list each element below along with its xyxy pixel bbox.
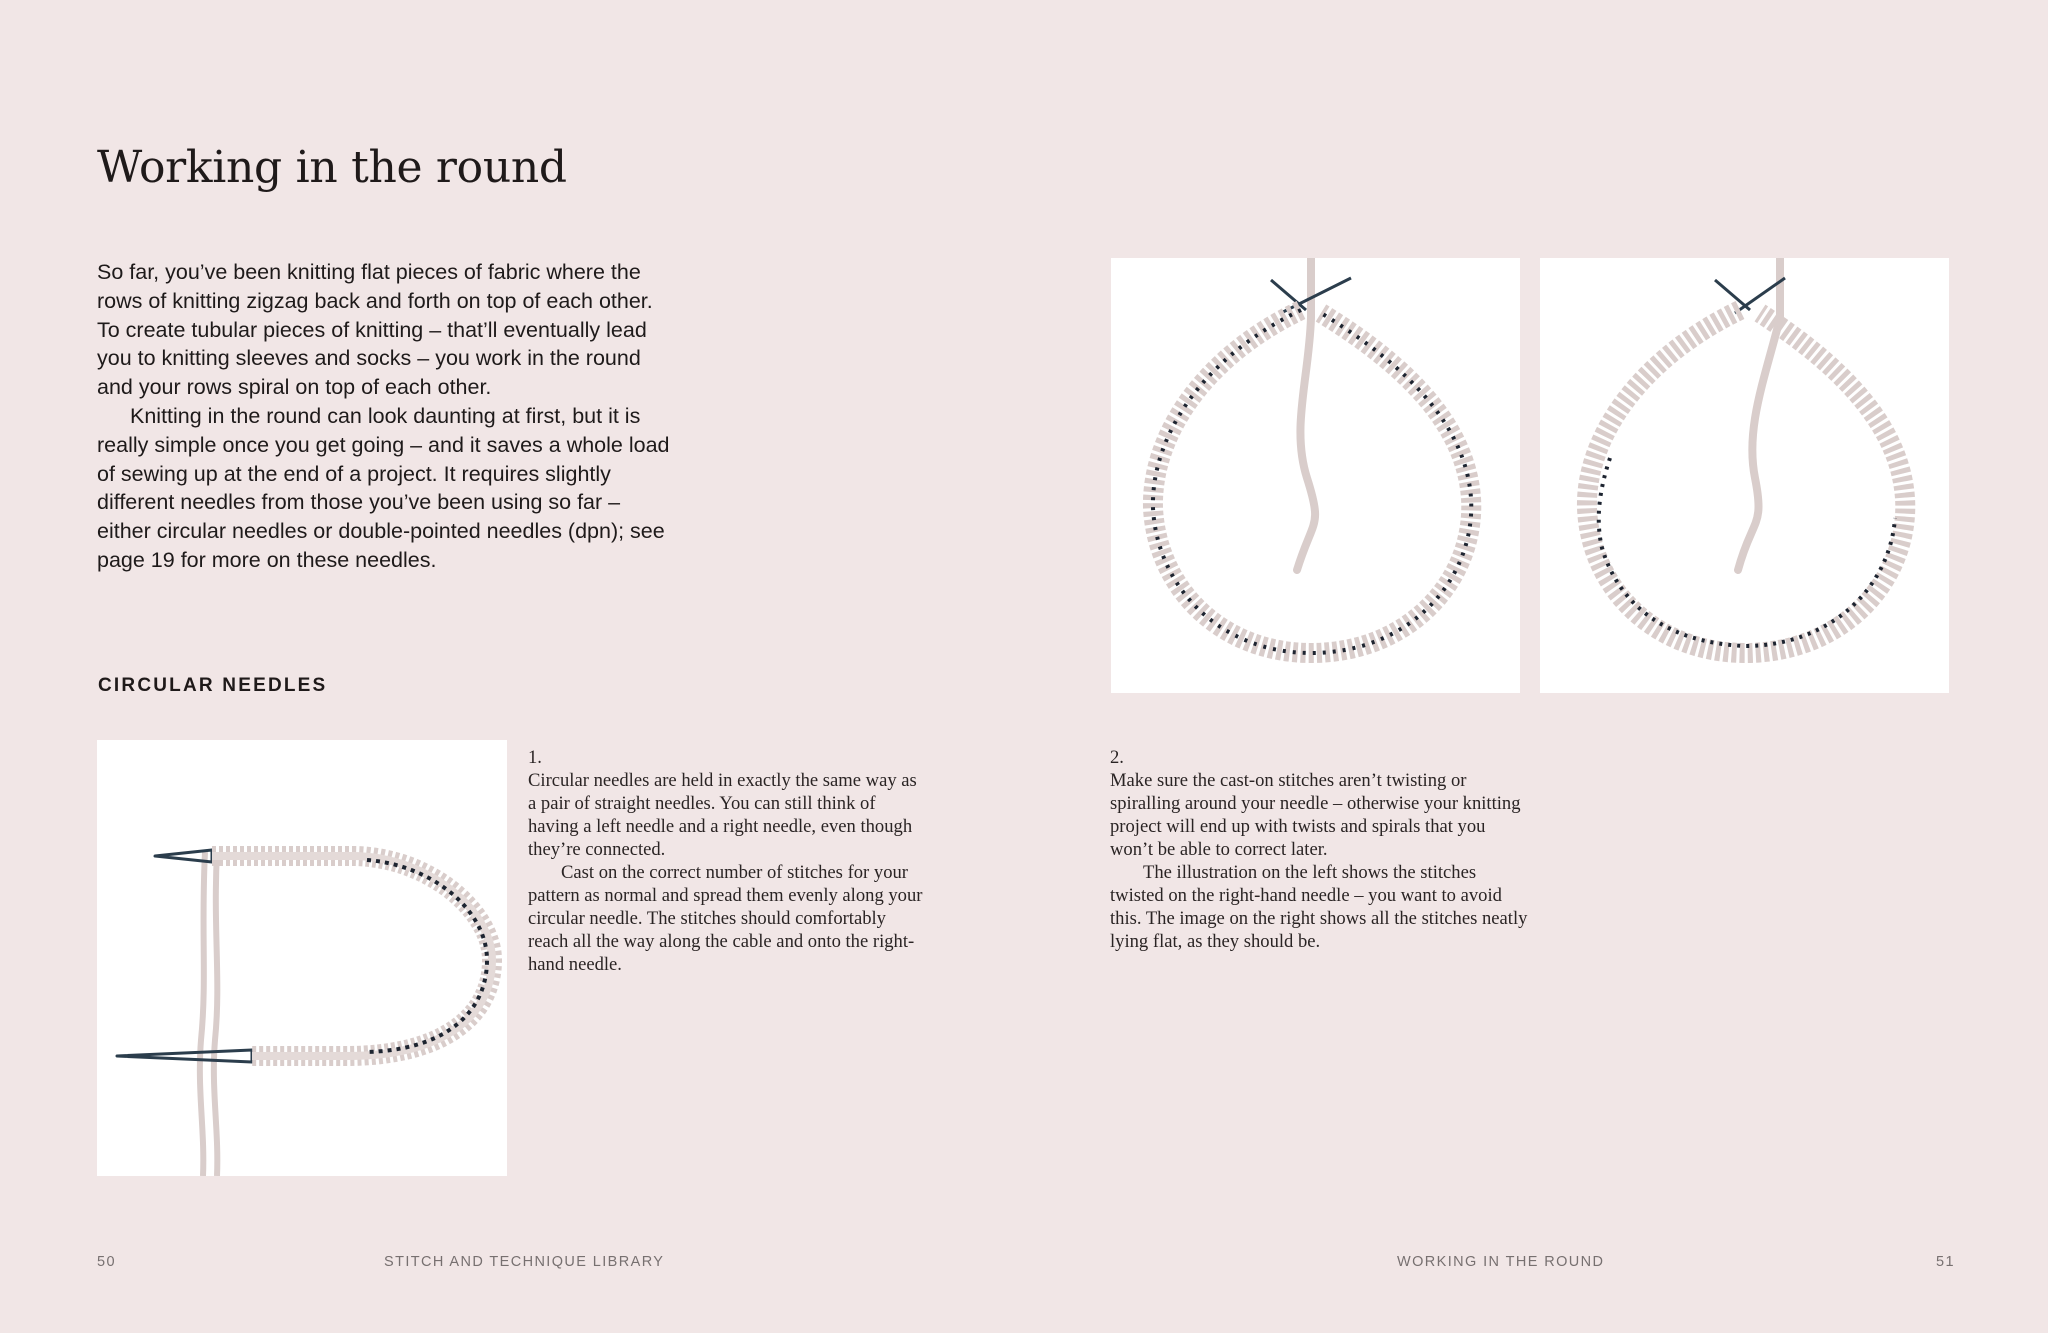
- section-heading: CIRCULAR NEEDLES: [98, 675, 328, 696]
- step-paragraph: Make sure the cast-on stitches aren’t twisting or spiralling around your needle – otherwise your knitting project will end up with twists and spirals that you won’t be able to correct later.: [1110, 770, 1521, 860]
- step-1: [528, 746, 928, 976]
- page-title: Working in the round: [97, 142, 567, 193]
- step-number: 2.: [1110, 747, 1124, 768]
- step-number: 1.: [528, 747, 542, 768]
- step-paragraph: Cast on the correct number of stitches for your pattern as normal and spread them evenly along your circular needle. The stitches should comfortably reach all the way along the cable and onto the right-hand needle.: [528, 862, 923, 975]
- flat-stitches-illustration: [1540, 258, 1949, 693]
- circular-needle-illustration: [97, 740, 507, 1176]
- step-paragraph: Circular needles are held in exactly the same way as a pair of straight needles. You can still think of having a left needle and a right needle, even though they’re connected.: [528, 770, 917, 860]
- twisted-stitches-illustration: [1111, 258, 1520, 693]
- left-page-number: 50: [97, 1254, 116, 1270]
- right-running-head: WORKING IN THE ROUND: [1397, 1254, 1605, 1270]
- intro-paragraph: Knitting in the round can look daunting at first, but it is really simple once you get going – and it saves a whole load of sewing up at the end of a project. It requires slightly different needles from those you’ve been using so far – either circular needles or double-pointed needles (dpn); see page 19 for more on these needles.: [97, 403, 670, 572]
- left-running-head: STITCH AND TECHNIQUE LIBRARY: [384, 1254, 665, 1270]
- step-2: [1110, 746, 1530, 953]
- step-paragraph: The illustration on the left shows the stitches twisted on the right-hand needle – you want to avoid this. The image on the right shows all the stitches neatly lying flat, as they should be.: [1110, 862, 1528, 952]
- intro-text: [97, 258, 677, 575]
- intro-paragraph: So far, you’ve been knitting flat pieces of fabric where the rows of knitting zigzag back and forth on top of each other. To create tubular pieces of knitting – that’ll eventually lead you to knitting sleeves and socks – you work in the round and your rows spiral on top of each other.: [97, 260, 653, 400]
- right-page-number: 51: [1936, 1254, 1955, 1270]
